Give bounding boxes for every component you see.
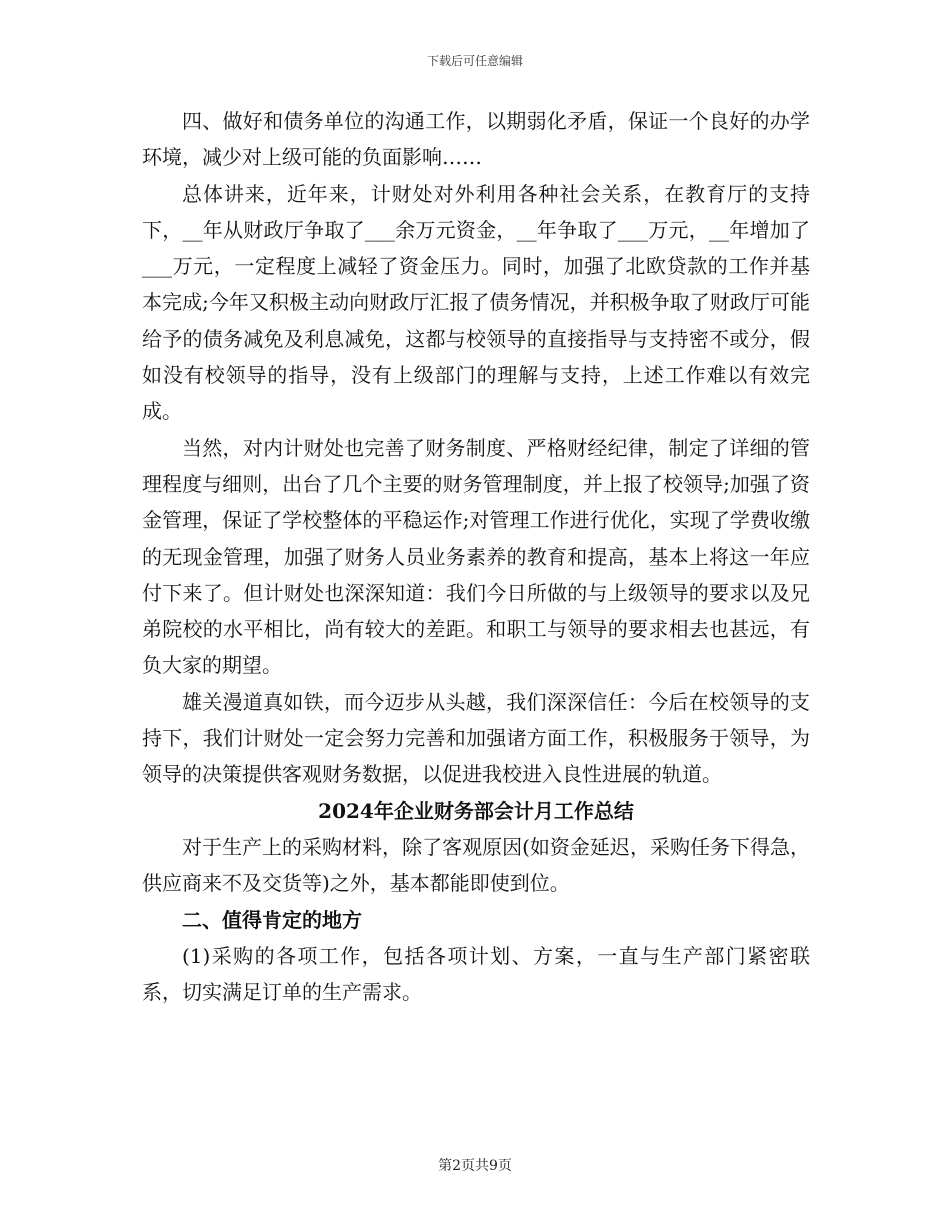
section-title: 2024年企业财务部会计月工作总结 [318,798,634,823]
paragraph-item-1: (1)采购的各项工作，包括各项计划、方案，一直与生产部门紧密联系，切实满足订单的生产需求。 [142,943,810,1005]
paragraph-procurement-intro: 对于生产上的采购材料，除了客观原因(如资金延迟，采购任务下得急，供应商来不及交货等)之外，基本都能即使到位。 [142,834,810,896]
page-header-note: 下载后可任意编辑 [426,54,523,68]
paragraph-internal-management: 当然，对内计财处也完善了财务制度、严格财经纪律，制定了详细的管理程度与细则，出台了几个主要的财务管理制度，并上报了校领导;加强了资金管理，保证了学校整体的平稳运作;对管理工作进行优化，实现了学费收缴的无现金管理，加强了财务人员业务素养的教育和提高，基本上将这一年应付下来了。但计财处也深深知道：我们今日所做的与上级领导的要求以及兄弟院校的水平相比，尚有较大的差距。和职工与领导的要求相去也甚远，有负大家的期望。 [142,435,810,678]
document-body [142,103,810,1010]
paragraph-outlook: 雄关漫道真如铁，而今迈步从头越，我们深深信任：今后在校领导的支持下，我们计财处一定会努力完善和加强诸方面工作，积极服务于领导，为领导的决策提供客观财务数据，以促进我校进入良性进展的轨道。 [142,689,810,787]
paragraph-communication: 四、做好和债务单位的沟通工作，以期弱化矛盾，保证一个良好的办学环境，减少对上级可能的负面影响…… [142,109,810,170]
subheading-achievements: 二、值得肯定的地方 [182,907,362,932]
page-number: 第2页共9页 [438,1158,512,1174]
paragraph-summary: 总体讲来，近年来，计财处对外利用各种社会关系，在教育厅的支持下，__年从财政厅争取了___余万元资金，__年争取了___万元，__年增加了___万元，一定程度上减轻了资金压力。同时，加强了北欧贷款的工作并基本完成;今年又积极主动向财政厅汇报了债务情况，并积极争取了财政厅可能给予的债务减免及利息减免，这都与校领导的直接指导与支持密不或分，假如没有校领导的指导，没有上级部门的理解与支持，上述工作难以有效完成。 [142,181,810,424]
